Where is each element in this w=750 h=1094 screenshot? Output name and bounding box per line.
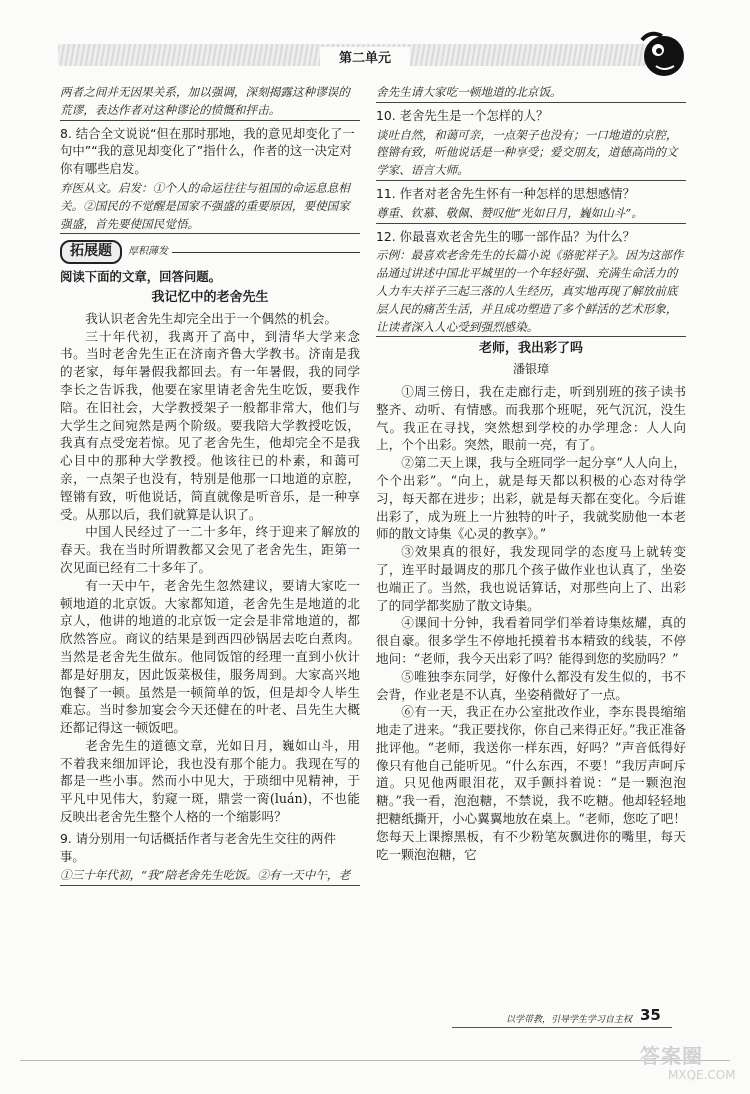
paragraph: 中国人民经过了一二十多年，终于迎来了解放的春天。我在当时所谓教都又会见了老舍先生，距第一次见面已经有二十多年了。 xyxy=(60,524,360,575)
paragraph: 有一天中午，老舍先生忽然建议，要请大家吃一顿地道的北京饭。大家都知道，老舍先生是地道的北京人，他讲的地道的北京饭一定会是非常地道的，都欣然答应。商议的结果是到西四砂锅居去吃白煮肉。当然是老舍先生做东。他同饭馆的经理一直到小伙计都是好朋友，因此饭菜极佳，服务周到。大家高兴地饱餐了一顿。虽然是一顿简单的饭，但是却令人毕生难忘。当时参加宴会今天还健在的叶老、吕先生大概还都记得这一顿饭吧。 xyxy=(60,577,360,736)
watermark-logo: 答案圈 xyxy=(640,1044,703,1068)
answer-q9-cont: 舍先生请大家吃一顿地道的北京饭。 xyxy=(376,84,686,103)
reading-instruction: 阅读下面的文章，回答问题。 xyxy=(60,269,222,285)
answer-q10: 谈吐自然，和蔼可亲，一点架子也没有；一口地道的京腔，铿锵有致，听他说话是一种享受；爱交朋友，道德高尚的文学家、语言大师。 xyxy=(376,127,686,181)
extension-label: 拓展题 xyxy=(60,240,122,264)
paragraph: ⑤唯独李东同学，好像什么都没有发生似的，书不会背，作业老是不认真，坐姿稍微好了一点。 xyxy=(376,668,686,702)
unit-title: 第二单元 xyxy=(320,47,410,66)
question-9: 9. 请分别用一句话概括作者与老舍先生交往的两件事。 xyxy=(60,830,336,864)
article-title-left: 我记忆中的老舍先生 xyxy=(151,289,269,305)
extension-heading xyxy=(60,240,360,264)
answer-q8: 弃医从文。启发：①个人的命运往往与祖国的命运息息相关。②国民的不觉醒是国家不强盛的重要原因，要使国家强盛，首先要使国民觉悟。 xyxy=(60,180,360,234)
footer-slogan: 以学带教，引导学生学习自主权 xyxy=(452,1012,672,1028)
paragraph: ⑥有一天，我正在办公室批改作业，李东畏畏缩缩地走了进来。“我正要找你，你自己来得正好。”我正准备批评他。“老师，我送你一样东西，好吗？”声音低得好像只有他自己能听见。“什么东西，不要！”我厉声呵斥道。只见他两眼泪花，双手颤抖着说：“是一颗泡泡糖。”我一看，泡泡糖，不禁说，我不吃糖。他却轻轻地把糖纸撕开，小心翼翼地放在桌上。“老师，您吃了吧！您每天上课擦黑板，有不少粉笔灰飘进你的嘴里，每天吃一颗泡泡糖，它 xyxy=(376,704,686,862)
paragraph: ②第二天上课，我与全班同学一起分享“人人向上，个个出彩”。“向上，就是每天都以积极的心态对待学习，每天都在进步；出彩，就是每天都在变化。今后谁出彩了，成为班上一片独特的叶子，我就奖励他一本老师的散文诗集《心灵的教享》。” xyxy=(376,455,686,542)
article-title-right: 老师，我出彩了吗 xyxy=(478,341,583,357)
mascot-logo-icon xyxy=(634,26,692,84)
question-12: 12. 你最喜欢老舍先生的哪一部作品？为什么？ xyxy=(376,228,636,244)
paragraph: ①周三傍日，我在走廊行走，听到别班的孩子读书整齐、动听、有情感。而我那个班呢，死气沉沉，没生气。我正在寻找，突然想到学校的办学理念：人人向上，个个出彩。突然，眼前一亮，有了。 xyxy=(376,383,686,453)
right-column xyxy=(376,84,686,863)
left-column xyxy=(60,84,360,888)
answer-q12: 示例：最喜欢老舍先生的长篇小说《骆驼祥子》。因为这部作品通过讲述中国北平城里的一个年轻好强、充满生命活力的人力车夫祥子三起三落的人生经历，真实地再现了解放前底层人民的痛苦生活，并且成功塑造了多个鲜活的艺术形象，让读者深入人心受到强烈感染。 xyxy=(376,247,686,337)
question-10: 10. 老舍先生是一个怎样的人？ xyxy=(376,107,549,123)
extension-sub-label: 厚积薄发 xyxy=(128,246,168,258)
answer-q7: 两者之间并无因果关系，加以强调，深刻揭露这种谬误的荒谬，表达作者对这种谬论的愤慨和抨击。 xyxy=(60,84,360,121)
question-11: 11. 作者对老舍先生怀有一种怎样的思想感情？ xyxy=(376,185,636,201)
answer-q11: 尊重、钦慕、敬佩、赞叹他“光如日月，巍如山斗”。 xyxy=(376,205,686,224)
paragraph: ④课间十分钟，我看着同学们举着诗集炫耀，真的很自豪。很多学生不停地托摸着书本精致的线装，不停地问：“老师，我今天出彩了吗？能得到您的奖励吗？” xyxy=(376,615,686,666)
question-8: 8. 结合全文说说“但在那时那地，我的意见却变化了一句中”“我的意见却变化了”指什么，作者的这一决定对你有哪些启发。 xyxy=(60,125,355,177)
bottom-divider xyxy=(20,1060,730,1061)
paragraph: 三十年代初，我离开了高中，到清华大学来念书。当时老舍先生正在济南齐鲁大学教书。济南是我的老家，每年暑假我都回去。有一年暑假，我的同学李长之告诉我，他要在家里请老舍先生吃饭，要我作陪。在旧社会，大学教授架子一般都非常大，他们与大学生之间宛然是两个阶级。要我陪大学教授吃饭，我真有点受宠若惊。见了老舍先生，他却完全不是我心目中的那种大学教授。他该往已的朴素，和蔼可亲，一点架子也没有，特别是他那一口地道的京腔，铿锵有致，听他说话，简直就像是听音乐，是一种享受。从那以后，我们就算是认识了。 xyxy=(60,328,360,522)
paragraph: 我认识老舍先生却完全出于一个偶然的机会。 xyxy=(85,310,338,326)
page-number: 35 xyxy=(640,1006,661,1024)
paragraph: ③效果真的很好，我发现同学的态度马上就转变了，连平时最调皮的那几个孩子做作业也认真了，坐姿也端正了。当然，我也说话算话，对那些向上了、出彩了的同学都奖励了散文诗集。 xyxy=(376,544,686,613)
answer-q9: ①三十年代初，“我”陪老舍先生吃饭。②有一天中午，老 xyxy=(60,867,360,886)
paragraph: 老舍先生的道德文章，光如日月，巍如山斗，用不着我来细加评论，我也没有那个能力。我现在写的都是一些小事。然而小中见大，于琐细中见精神，于平凡中见伟大，豹窥一斑，鼎尝一脔(luán)，不也能反映出老舍先生整个人格的一个缩影吗？ xyxy=(60,737,360,825)
watermark-site: MXQE.COM xyxy=(668,1068,736,1082)
article-author: 潘银璋 xyxy=(512,362,549,377)
extension-divider xyxy=(172,251,360,253)
